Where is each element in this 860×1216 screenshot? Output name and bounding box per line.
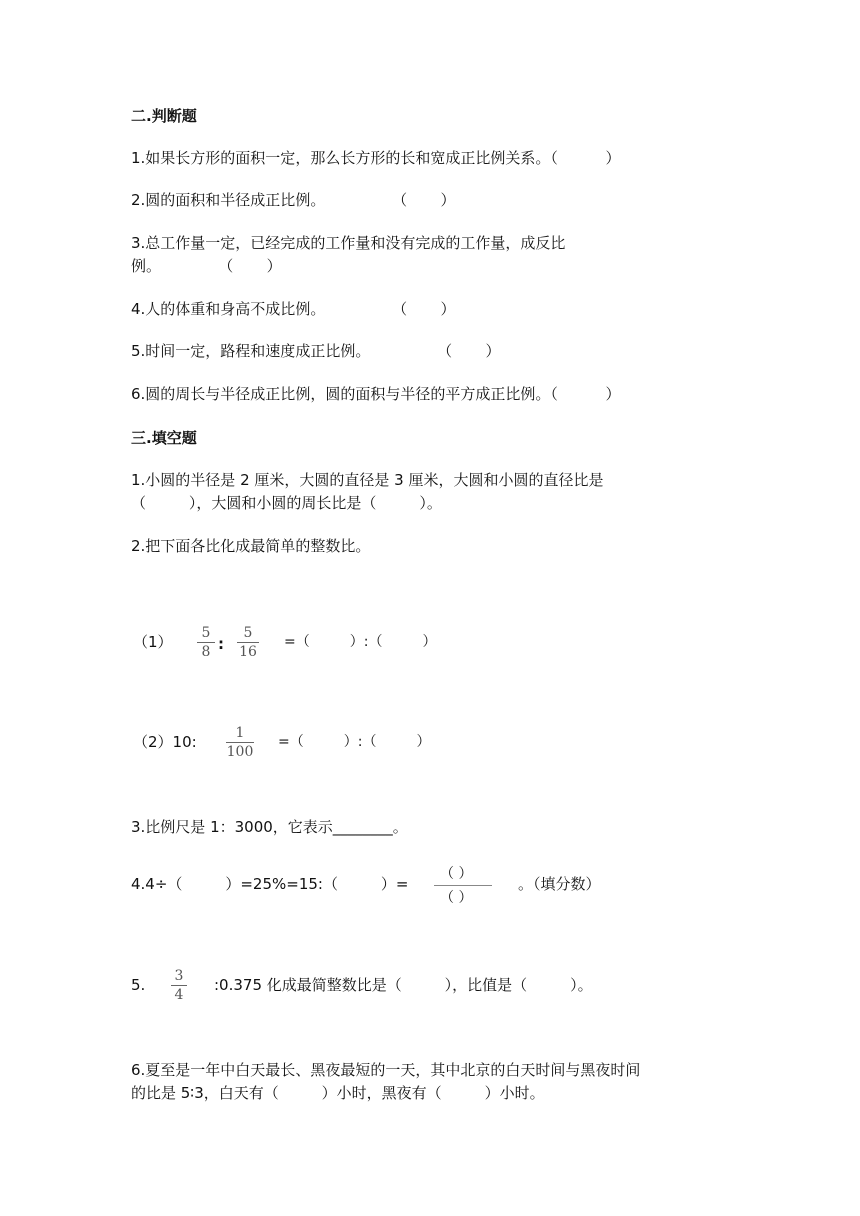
fraction-bar	[226, 742, 254, 743]
fill-q4-text: 4.4÷（ ）=25%=15:（ ）=	[131, 875, 409, 893]
fill-q1-line1: 1.小圆的半径是 2 厘米，大圆的直径是 3 厘米，大圆和小圆的直径比是	[131, 471, 604, 489]
fill-q4-fraction-bar	[434, 885, 492, 886]
section-title-fill-blank: 三.填空题	[131, 429, 197, 447]
judgment-q6: 6.圆的周长与半径成正比例，圆的面积与半径的平方成正比例。（ ）	[131, 385, 621, 403]
fraction-bar	[237, 642, 259, 643]
fraction-numerator: 1	[235, 725, 245, 741]
fraction-numerator: 5	[201, 625, 211, 641]
fraction-numerator: 5	[243, 625, 253, 641]
judgment-q1: 1.如果长方形的面积一定，那么长方形的长和宽成正比例关系。（ ）	[131, 149, 621, 167]
fill-q2-part2-label: （2）10:	[133, 733, 197, 751]
fill-q5-label: 5.	[131, 976, 146, 994]
section-title-judgment: 二.判断题	[131, 107, 197, 125]
fraction-bar	[197, 642, 215, 643]
fill-q2: 2.把下面各比化成最简单的整数比。	[131, 537, 371, 555]
judgment-q3-line2: 例。 （ ）	[131, 257, 282, 275]
fraction-numerator: 3	[174, 968, 184, 984]
fill-q6-line1: 6.夏至是一年中白天最长、黑夜最短的一天，其中北京的白天时间与黑夜时间	[131, 1061, 641, 1079]
fill-q6-line2: 的比是 5∶3，白天有（ ）小时，黑夜有（ ）小时。	[131, 1084, 545, 1102]
fraction-denominator: 16	[239, 644, 257, 660]
fill-q2-part1-label: （1）	[133, 633, 173, 651]
fill-q4-fraction-denominator: （ ）	[440, 890, 473, 906]
fraction-5-16	[237, 625, 259, 660]
fill-q2-part1-answer: =（ ）:（ ）	[284, 634, 437, 650]
fraction-denominator: 100	[226, 744, 254, 760]
fraction-denominator: 4	[174, 987, 184, 1003]
fraction-denominator: 8	[201, 644, 211, 660]
fraction-3-4	[171, 968, 187, 1003]
fraction-1-100	[226, 725, 254, 760]
fill-q4-fraction-numerator: （ ）	[440, 866, 473, 882]
ratio-colon: :	[218, 635, 224, 653]
fill-q4-note: 。（填分数）	[518, 875, 601, 893]
fill-q2-part2-answer: =（ ）:（ ）	[278, 734, 431, 750]
fill-q1-line2: （ ），大圆和小圆的周长比是（ ）。	[131, 494, 442, 512]
fill-q3: 3.比例尺是 1：3000，它表示________。	[131, 818, 408, 836]
judgment-q2: 2.圆的面积和半径成正比例。 （ ）	[131, 191, 456, 209]
fraction-bar	[171, 985, 187, 986]
fraction-5-8	[197, 625, 215, 660]
judgment-q4: 4.人的体重和身高不成比例。 （ ）	[131, 300, 456, 318]
judgment-q3-line1: 3.总工作量一定，已经完成的工作量和没有完成的工作量，成反比	[131, 234, 566, 252]
fill-q5-text: :0.375 化成最简整数比是（ ），比值是（ ）。	[214, 976, 593, 994]
judgment-q5: 5.时间一定，路程和速度成正比例。 （ ）	[131, 342, 501, 360]
